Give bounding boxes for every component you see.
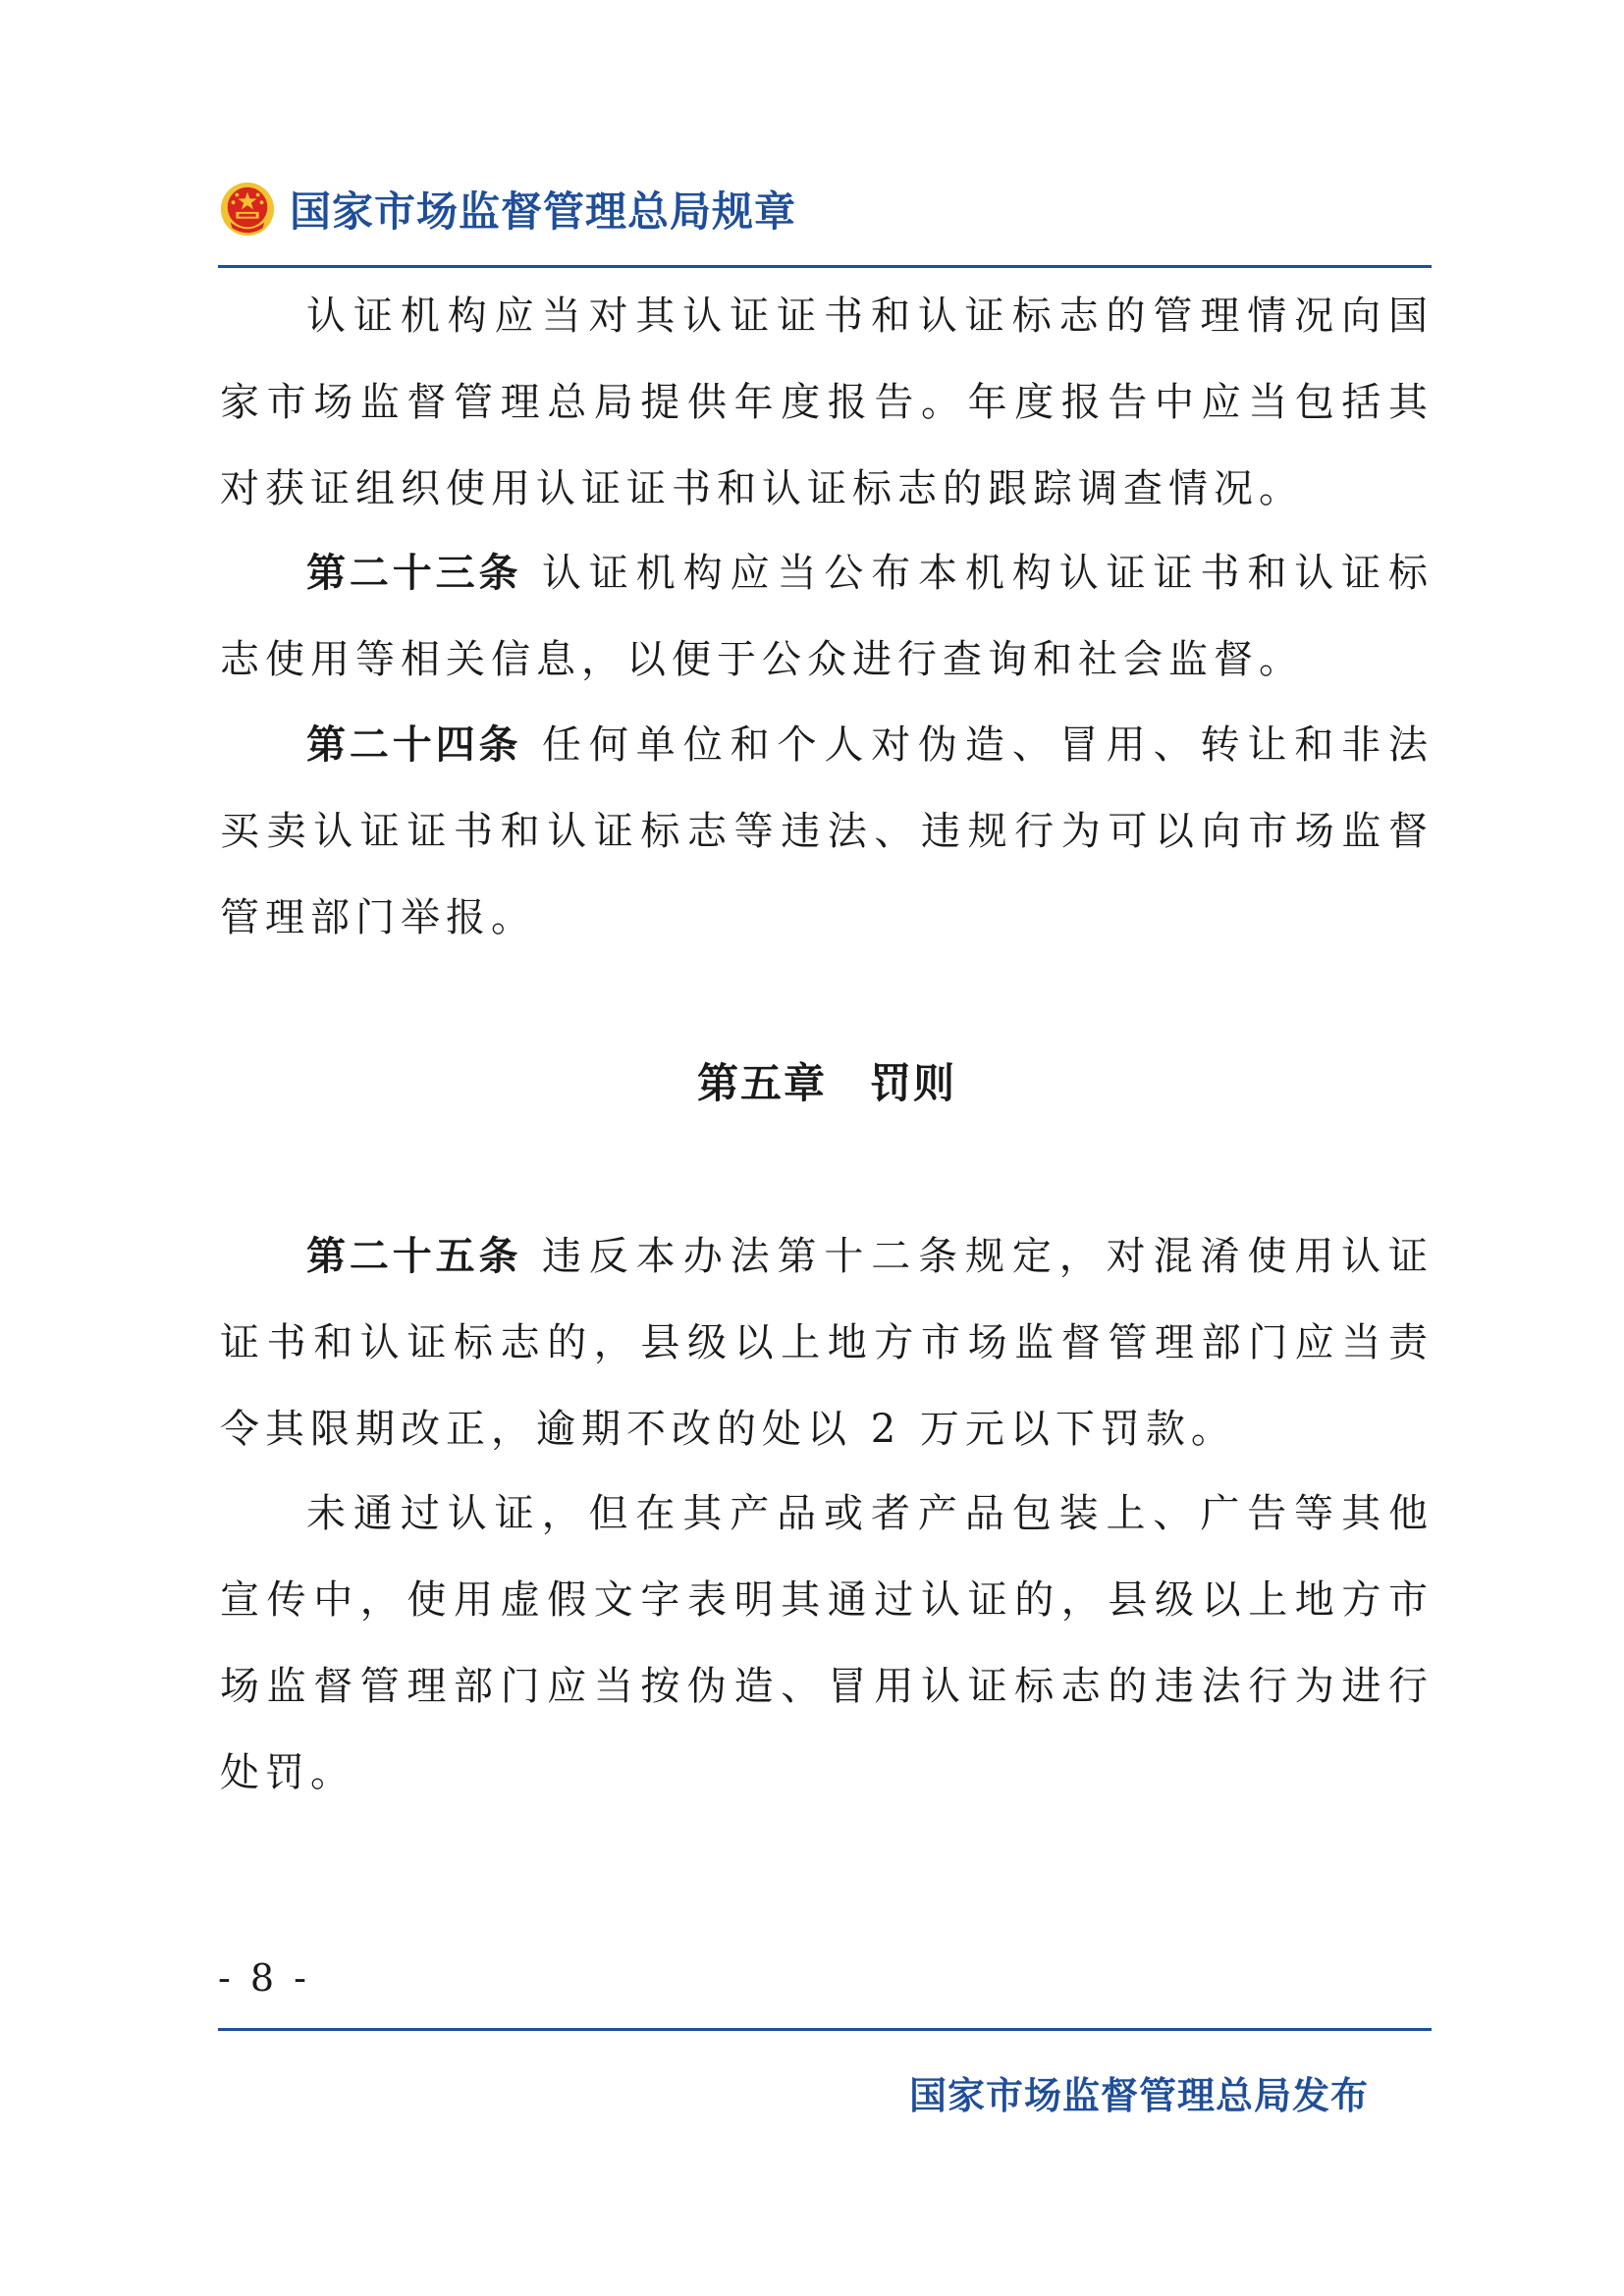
paragraph-article-23 [220,530,1434,703]
article-label: 第二十五条 [306,1234,522,1279]
header-divider [218,265,1432,268]
article-label: 第二十四条 [306,722,522,768]
paragraph-article-25 [220,1213,1434,1472]
paragraph-text: 任何单位和个人对伪造、冒用、转让和非法买卖认证证书和认证标志等违法、违规行为可以向市场监督管理部门举报。 [220,722,1434,940]
footer-publisher: 国家市场监督管理总局发布 [908,2074,1369,2117]
paragraph-text: 认证机构应当对其认证证书和认证标志的管理情况向国家市场监督管理总局提供年度报告。年度报告中应当包括其对获证组织使用认证证书和认证标志的跟踪调查情况。 [220,294,1434,511]
page-header [219,175,796,243]
paragraph-annual-report [220,273,1434,532]
header-title: 国家市场监督管理总局规章 [290,187,797,236]
paragraph-text: 未通过认证，但在其产品或者产品包装上、广告等其他宣传中，使用虚假文字表明其通过认证的，县级以上地方市场监督管理部门应当按伪造、冒用认证标志的违法行为进行处罚。 [220,1491,1434,1795]
paragraph-false-claims [220,1470,1434,1816]
paragraph-text: 违反本办法第十二条规定，对混淆使用认证证书和认证标志的，县级以上地方市场监督管理部门应当责令其限期改正，逾期不改的处以 2 万元以下罚款。 [220,1234,1434,1452]
paragraph-article-24 [220,702,1434,961]
footer-divider [218,2028,1432,2031]
page-number: - 8 - [218,1956,311,2000]
chapter-title: 第五章 罚则 [696,1059,956,1107]
national-emblem-icon [219,181,276,238]
article-label: 第二十三条 [306,551,522,596]
paragraph-text: 认证机构应当公布本机构认证证书和认证标志使用等相关信息，以便于公众进行查询和社会监督。 [220,551,1434,682]
